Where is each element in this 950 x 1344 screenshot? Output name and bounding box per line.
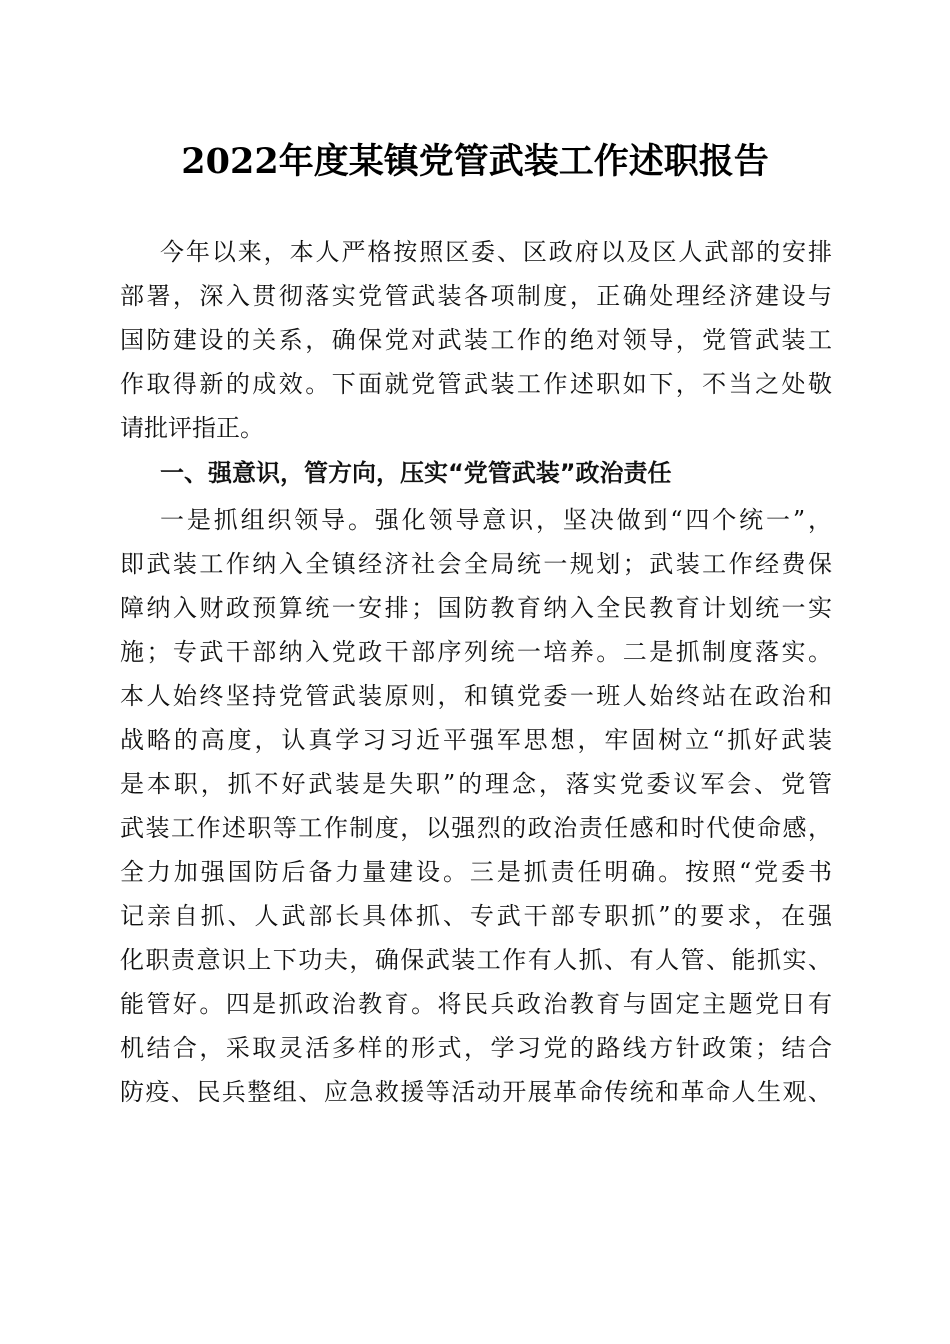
section-heading: 一、强意识，管方向，压实“党管武装”政治责任: [160, 459, 672, 487]
section-line: 本人始终坚持党管武装原则，和镇党委一班人始终站在政治和: [120, 682, 832, 710]
section-line: 能管好。四是抓政治教育。将民兵政治教育与固定主题党日有: [120, 990, 832, 1018]
section-line: 战略的高度，认真学习习近平强军思想，牢固树立“抓好武装: [120, 726, 832, 754]
intro-line: 请批评指正。: [120, 414, 264, 442]
section-line: 一是抓组织领导。强化领导意识，坚决做到“四个统一”，: [160, 506, 832, 534]
section-line: 全力加强国防后备力量建设。三是抓责任明确。按照“党委书: [120, 858, 832, 886]
section-line: 障纳入财政预算统一安排；国防教育纳入全民教育计划统一实: [120, 594, 832, 622]
section-line: 武装工作述职等工作制度，以强烈的政治责任感和时代使命感，: [120, 814, 832, 842]
section-line: 施；专武干部纳入党政干部序列统一培养。二是抓制度落实。: [120, 638, 832, 666]
section-line: 化职责意识上下功夫，确保武装工作有人抓、有人管、能抓实、: [120, 946, 832, 974]
intro-line: 部署，深入贯彻落实党管武装各项制度，正确处理经济建设与: [120, 282, 832, 310]
intro-line: 今年以来，本人严格按照区委、区政府以及区人武部的安排: [160, 238, 832, 266]
section-line: 记亲自抓、人武部长具体抓、专武干部专职抓”的要求，在强: [120, 902, 832, 930]
document-title: 2022年度某镇党管武装工作述职报告: [181, 141, 769, 182]
section-line: 是本职，抓不好武装是失职”的理念，落实党委议军会、党管: [120, 770, 832, 798]
section-line: 机结合，采取灵活多样的形式，学习党的路线方针政策；结合: [120, 1034, 832, 1062]
section-line: 防疫、民兵整组、应急救援等活动开展革命传统和革命人生观、: [120, 1078, 832, 1106]
intro-line: 国防建设的关系，确保党对武装工作的绝对领导，党管武装工: [120, 326, 832, 354]
section-line: 即武装工作纳入全镇经济社会全局统一规划；武装工作经费保: [120, 550, 832, 578]
intro-line: 作取得新的成效。下面就党管武装工作述职如下，不当之处敬: [120, 370, 832, 398]
